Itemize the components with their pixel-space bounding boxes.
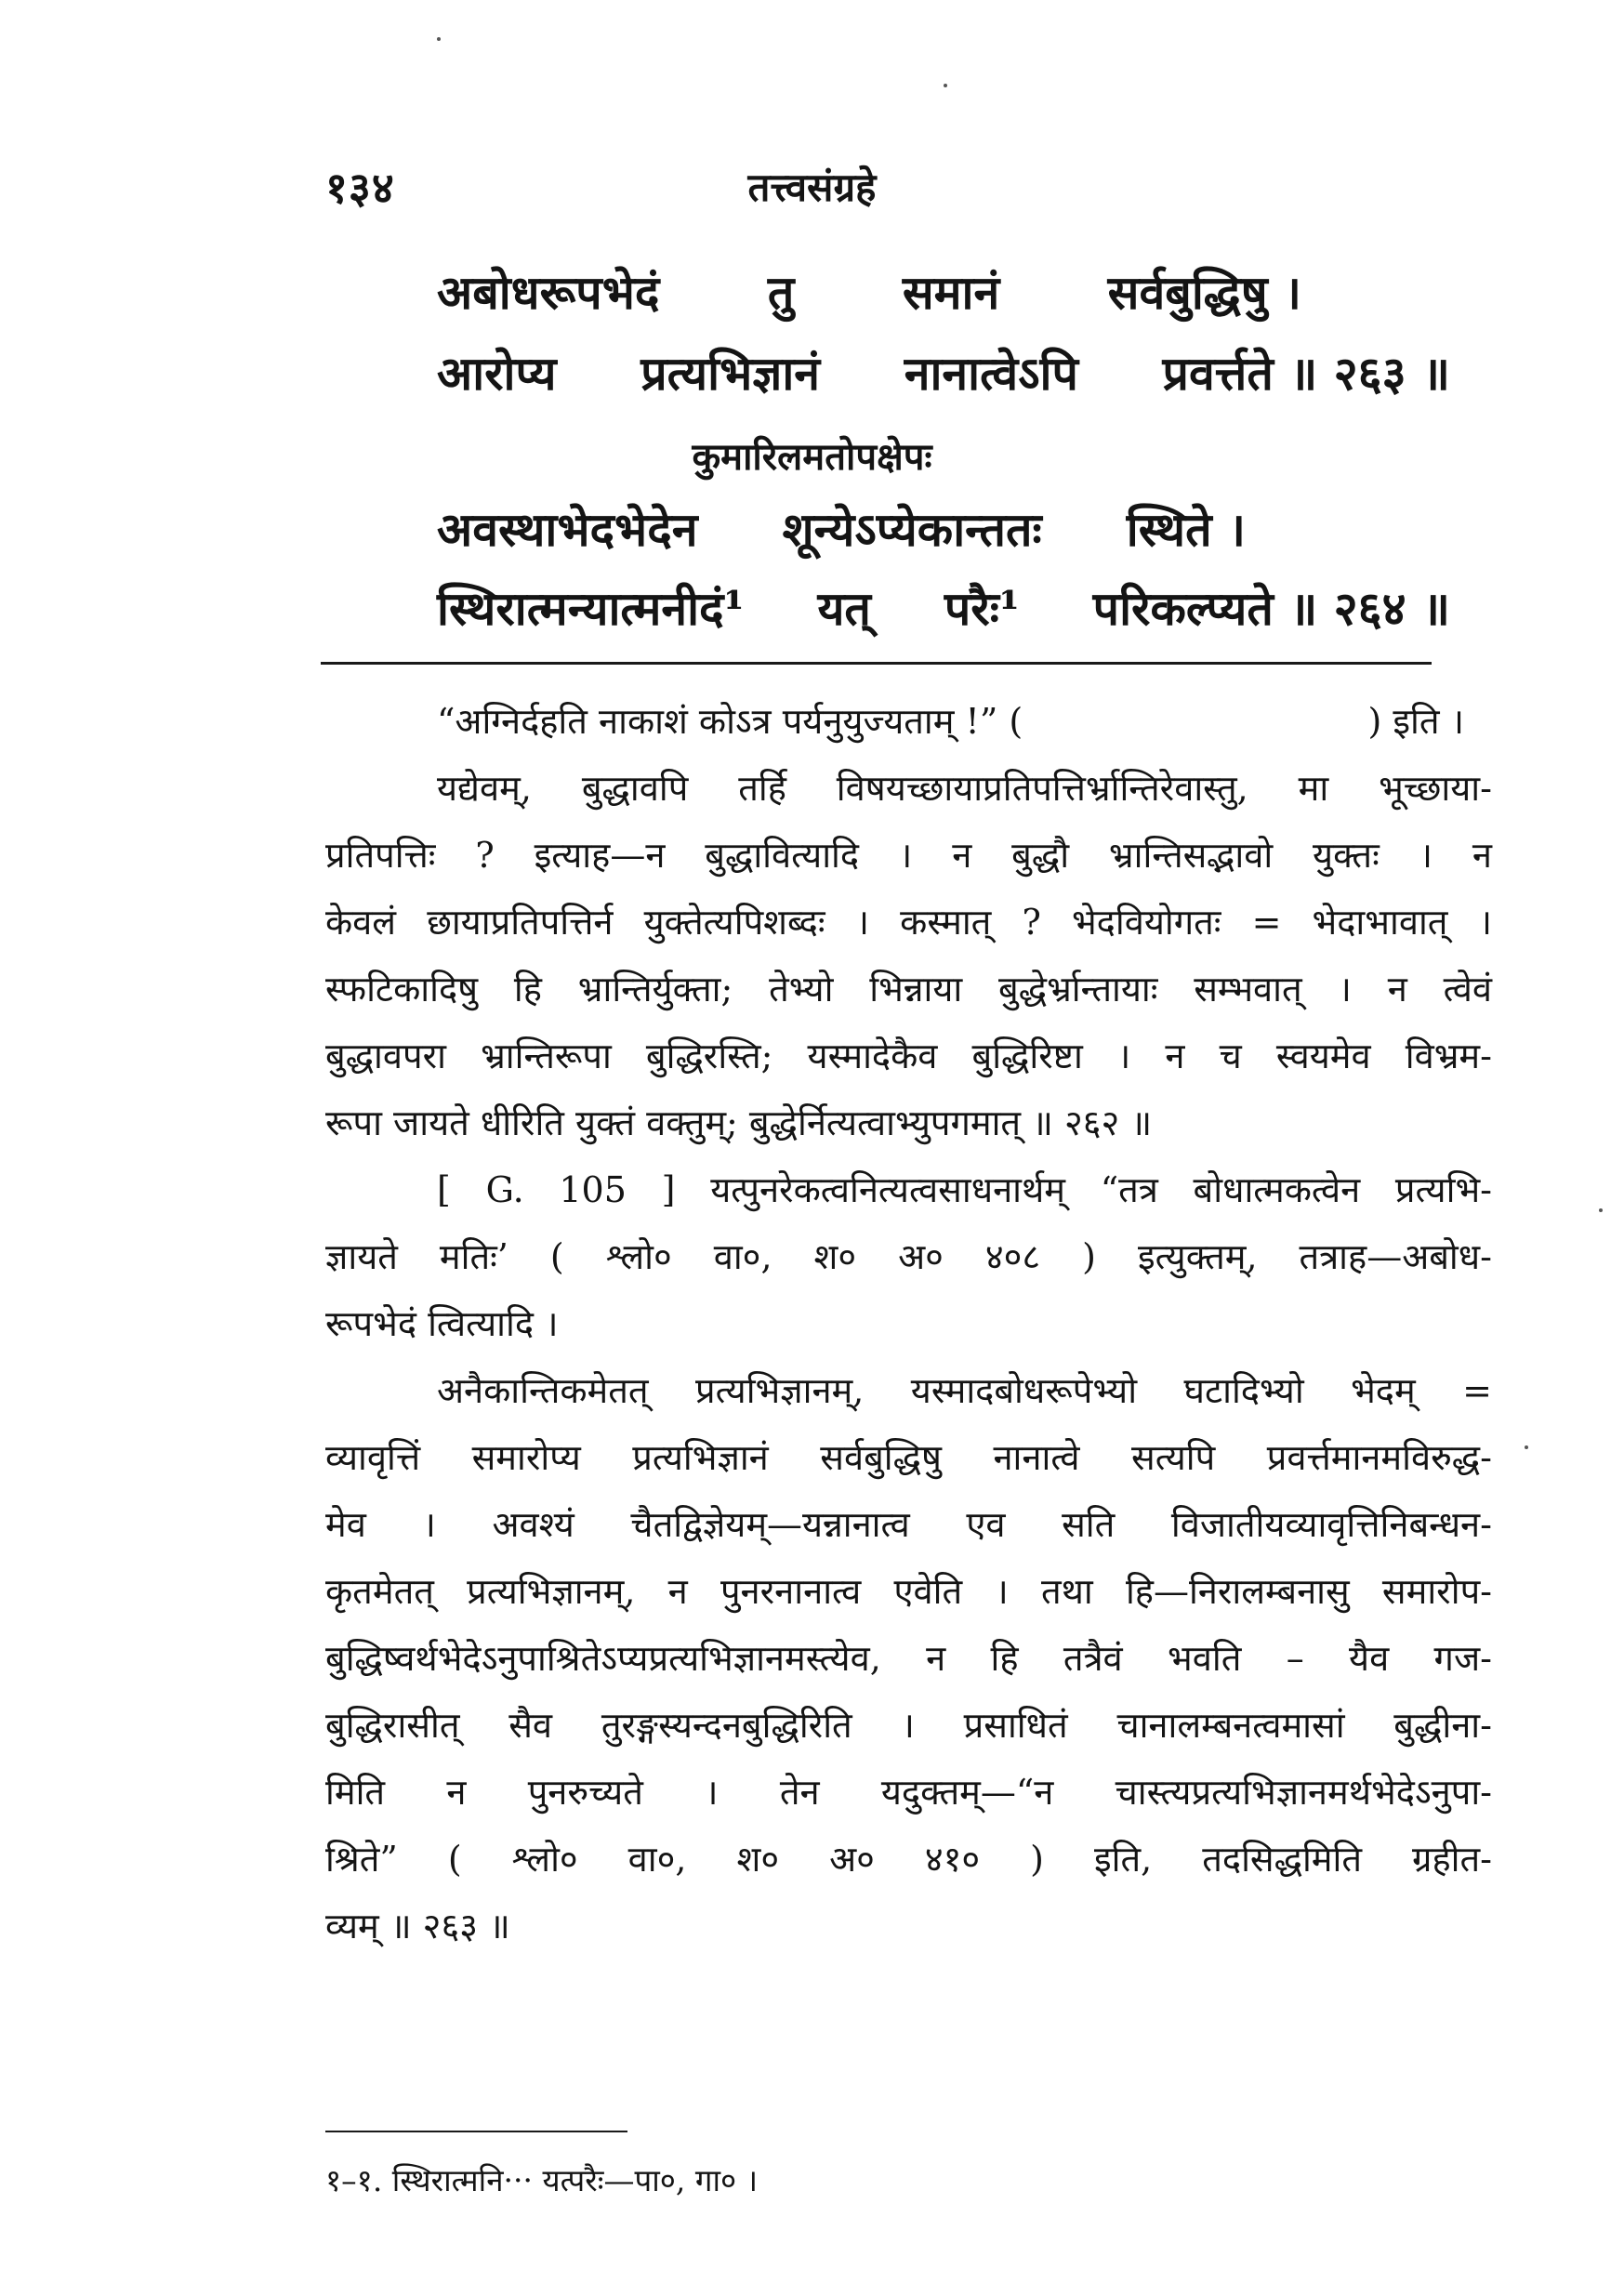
commentary-line: ज्ञायते मतिः’ ( श्लो० वा०, श० अ० ४०८ ) इत्युक्तम्, तत्राह—अबोध-	[325, 1236, 1492, 1277]
commentary-line: रूपा जायते धीरिति युक्तं वक्तुम्; बुद्धेर्नित्यत्वाभ्युपगमात् ॥ २६२ ॥	[325, 1102, 1153, 1143]
commentary-line: अनैकान्तिकमेतत् प्रत्यभिज्ञानम्, यस्मादबोधरूपेभ्यो घटादिभ्यो भेदम् =	[437, 1370, 1492, 1411]
verse-commentary-divider	[321, 662, 1432, 665]
verse-word: अबोधरूपभेदं	[437, 265, 660, 320]
section-heading: कुमारिलमतोपक्षेपः	[692, 435, 932, 479]
scan-speck	[1599, 1208, 1603, 1212]
commentary-line: प्रतिपत्तिः ? इत्याह—न बुद्धावित्यादि । न बुद्धौ भ्रान्तिसद्भावो युक्तः । न	[325, 835, 1492, 876]
verse-line-4	[437, 581, 1450, 637]
verse-word: समानं	[902, 265, 1000, 320]
commentary	[325, 688, 1492, 1960]
commentary-line: स्फटिकादिषु हि भ्रान्तिर्युक्ता; तेभ्यो भिन्नाया बुद्धेर्भ्रान्तायाः सम्भवात् । न त्वेवं	[325, 969, 1492, 1010]
footnote-divider	[325, 2131, 627, 2132]
commentary-line: बुद्धावपरा भ्रान्तिरूपा बुद्धिरस्ति; यस्मादेकैव बुद्धिरिष्टा । न च स्वयमेव विभ्रम-	[325, 1036, 1492, 1076]
quote-text: “अग्निर्दहति नाकाशं कोऽत्र पर्यनुयुज्यताम् !” (	[437, 701, 1023, 742]
commentary-line: बुद्धिष्वर्थभेदेऽनुपाश्रितेऽप्यप्रत्यभिज्ञानमस्त्येव, न हि तत्रैवं भवति – यैव गज-	[325, 1638, 1492, 1679]
verse-word: परिकल्प्यते ॥ २६४ ॥	[1092, 581, 1450, 636]
quote-close: ) इति ।	[1367, 701, 1464, 742]
verse-word: तु	[767, 265, 795, 320]
verse-word: स्थिरात्मन्यात्मनीदं¹	[437, 581, 745, 636]
commentary-line: कृतमेतत् प्रत्यभिज्ञानम्, न पुनरनानात्व एवेति । तथा हि—निरालम्बनासु समारोप-	[325, 1571, 1492, 1612]
commentary-line: श्रिते” ( श्लो० वा०, श० अ० ४१० ) इति, तदसिद्धमिति ग्रहीत-	[325, 1839, 1492, 1880]
scan-speck	[437, 37, 441, 41]
running-title: तत्त्वसंग्रहे	[747, 165, 877, 210]
verse-word: यत्	[817, 581, 871, 636]
commentary-line: व्यम् ॥ २६३ ॥	[325, 1906, 510, 1946]
commentary-line: व्यावृत्तिं समारोप्य प्रत्यभिज्ञानं सर्वबुद्धिषु नानात्वे सत्यपि प्रवर्त्तमानमविरुद्ध-	[325, 1437, 1492, 1478]
page-number: १३४	[325, 163, 395, 213]
commentary-line: मेव । अवश्यं चैतद्विज्ञेयम्—यन्नानात्व एव सति विजातीयव्यावृत्तिनिबन्धन-	[325, 1504, 1492, 1545]
verse-line-3	[437, 502, 1432, 558]
verse-word: स्थिते ।	[1126, 502, 1246, 557]
verse-word: परैः¹	[944, 581, 1020, 636]
scan-speck	[944, 84, 947, 87]
verse-word: प्रत्यभिज्ञानं	[640, 346, 821, 401]
verse-line-2	[437, 346, 1450, 402]
verse-word: सर्वबुद्धिषु ।	[1107, 265, 1301, 320]
verse-word: आरोप्य	[437, 346, 557, 401]
scan-speck	[1525, 1445, 1528, 1449]
commentary-line: केवलं छायाप्रतिपत्तिर्न युक्तेत्यपिशब्दः । कस्मात् ? भेदवियोगतः = भेदाभावात् ।	[325, 902, 1492, 943]
commentary-line: [ G. 105 ] यत्पुनरेकत्वनित्यत्वसाधनार्थम् “तत्र बोधात्मकत्वेन प्रत्यभि-	[437, 1169, 1492, 1210]
quote-line	[325, 688, 1492, 755]
commentary-line: बुद्धिरासीत् सैव तुरङ्गस्यन्दनबुद्धिरिति । प्रसाधितं चानालम्बनत्वमासां बुद्धीना-	[325, 1705, 1492, 1746]
verse-word: नानात्वेऽपि	[904, 346, 1078, 401]
verse-word: प्रवर्त्तते ॥ २६३ ॥	[1162, 346, 1450, 401]
verse-word: अवस्थाभेदभेदेन	[437, 502, 698, 557]
footnote: १–१. स्थिरात्मनि··· यत्परैः—पा०, गा० ।	[325, 2162, 759, 2198]
commentary-line: यद्येवम्, बुद्धावपि तर्हि विषयच्छायाप्रतिपत्तिर्भ्रान्तिरेवास्तु, मा भूच्छाया-	[437, 768, 1492, 809]
verse-word: शून्येऽप्येकान्ततः	[782, 502, 1042, 557]
verse-line-1	[437, 265, 1432, 321]
commentary-line: मिति न पुनरुच्यते । तेन यदुक्तम्—“न चास्त्यप्रत्यभिज्ञानमर्थभेदेऽनुपा-	[325, 1772, 1492, 1813]
commentary-line: रूपभेदं त्वित्यादि ।	[325, 1303, 559, 1344]
